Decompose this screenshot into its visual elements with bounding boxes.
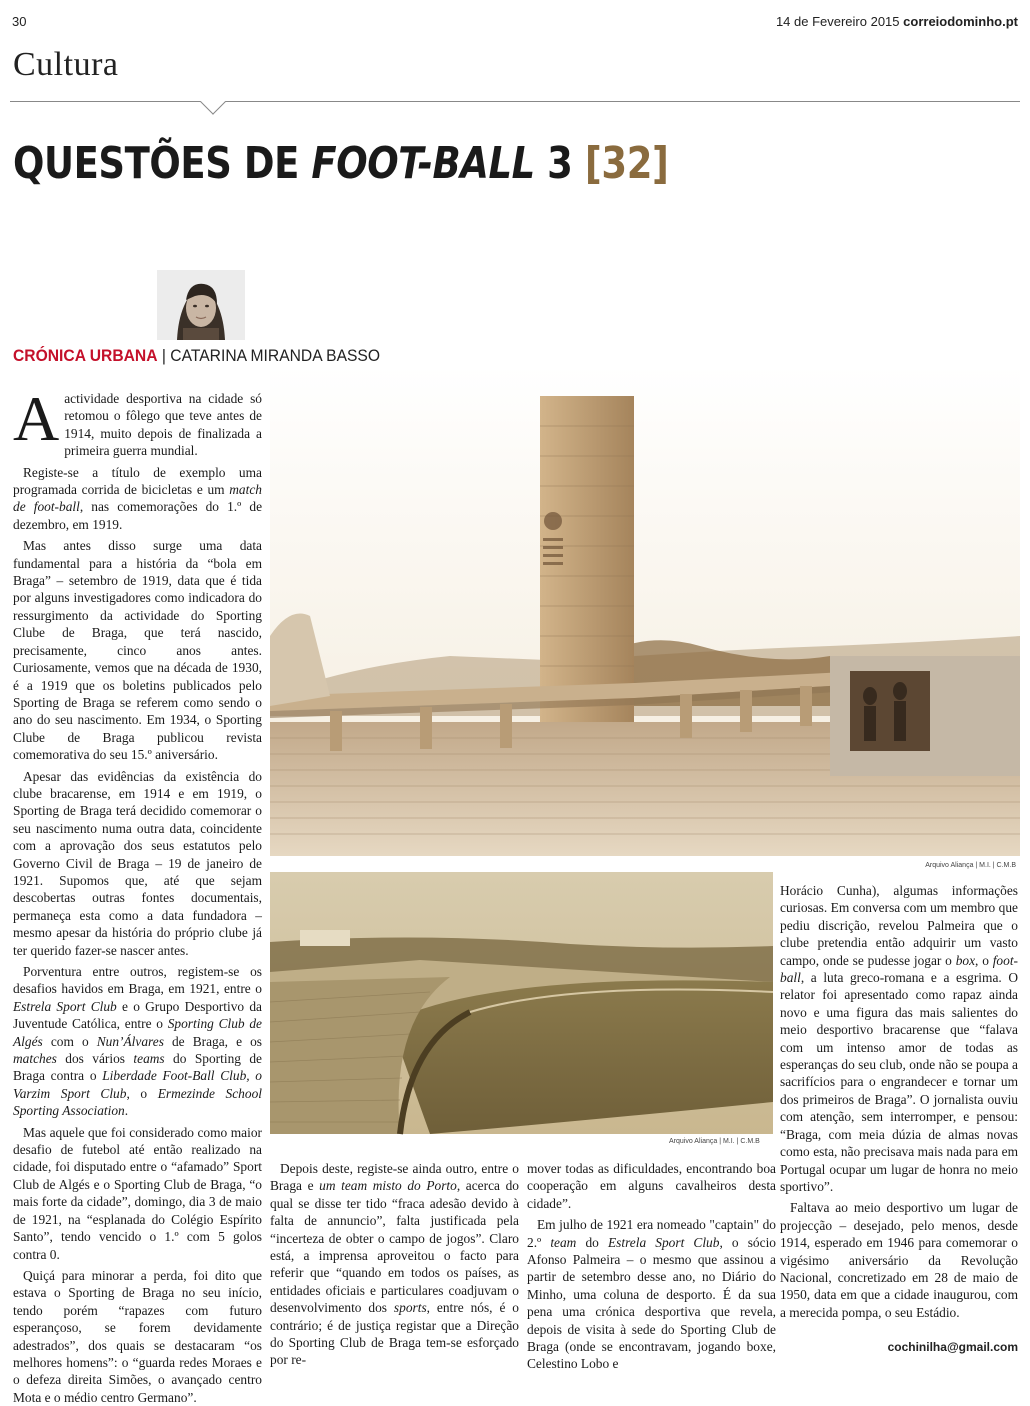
stadium-field-photo <box>270 872 773 1134</box>
stadium-photo-caption: Arquivo Aliança | M.I. | C.M.B <box>925 862 1016 869</box>
author-photo <box>157 270 245 340</box>
site-name: correiodominho.pt <box>903 14 1018 29</box>
section-divider <box>10 101 1020 102</box>
byline-kicker: CRÓNICA URBANA <box>13 346 158 365</box>
paragraph: Mas antes disso surge uma data fundamental para a história da “bola em Braga” – setembro de 1919, data que é tida por alguns investigadores como indicadora do ressurgimento da actividade do Sporting Clube de Braga, que terá nascido, precisamente, cinco anos antes. Curiosamente, vemos que na década de 1930, é a 1919 que os boletins publicados pelo Sporting de Braga se referem como sendo o ano do seu nascimento. Em 1934, o Sporting Clube de Braga publicou revista comemorativa do seu 15.º aniversário. <box>13 538 262 763</box>
paragraph: Quiçá para minorar a perda, foi dito que estava o Sporting de Braga no seu início, tendo porém “rapazes com futuro esperançoso, se forem devidamente adestrados”, dos quais se destacaram “os melhores homens”: o “guarda redes Moraes e o defeza direita Simões, o avançado centro Mota e o médio centro Germano”. <box>13 1267 262 1405</box>
paragraph: A actividade desportiva na cidade só retomou o fôlego que teve antes de 1914, muito depois de finalizada a primeira guerra mundial. <box>13 383 262 459</box>
section-title: Cultura <box>13 46 119 83</box>
author-email: cochinilha@gmail.com <box>887 1340 1018 1354</box>
byline: CRÓNICA URBANA | CATARINA MIRANDA BASSO <box>13 346 381 365</box>
paragraph: Registe-se a título de exemplo uma programada corrida de bicicletas e um match de foot-ball, nas comemorações do 1.º de dezembro, em 1919. <box>13 464 263 532</box>
paragraph: mover todas as dificuldades, encontrando boa cooperação em alguns cavalheiros desta cidade”. <box>527 1161 776 1211</box>
header-date-site <box>776 14 1018 29</box>
paragraph: Apesar das evidências da existência do clube bracarense, em 1914 e em 1919, o Sporting de Braga terá decidido comemorar o seu nascimento numa outra data, coincidente com a aprovação dos seus estatutos pelo Governo Civil de Braga – 19 de janeiro de 1921. Supomos que, até que sejam descobertas outras fontes documentais, permaneça esta como a data fundadora – mesmo apesar da história do próprio clube já ter querido fazer-se nascer antes. <box>13 768 262 958</box>
paragraph: Em julho de 1921 era nomeado "captain" do 2.º team do Estrela Sport Club, o sócio Afonso Palmeira – o mesmo que assinou a partir de setembro desse ano, no Diário do Minho, uma coluna de desporto. É da sua pena uma crónica desportiva que revela, depois de visita à sede do Sporting Club de Braga (onde se encontravam, jogando boxe, Celestino Lobo e <box>527 1217 776 1372</box>
headline: QUESTÕES DE FOOT-BALL 3 [32] <box>13 138 669 189</box>
article-column-4 <box>780 882 1018 1321</box>
article-column-2 <box>270 1160 519 1369</box>
drop-cap: A <box>13 383 60 454</box>
paragraph: Faltava ao meio desportivo um lugar de projecção – desejado, pelo menos, desde 1914, esperado em 1946 para comemorar o vigésimo aniversário da Revolução Nacional, concretizado em 28 de maio de 1950, data em que a cidade inaugurou, com a merecida pompa, o seu Estádio. <box>780 1200 1018 1320</box>
section-divider-notch <box>200 89 225 114</box>
paragraph: Porventura entre outros, registem-se os desafios havidos em Braga, em 1921, entre o Estrela Sport Club e o Grupo Desportivo da Juventude Católica, entre o Sporting Club de Algés com o Nun’Álvares de Braga, e os matches dos vários teams do Sporting de Braga contra o Liberdade Foot-Ball Club, o Varzim Sport Club, o Ermezinde School Sporting Association. <box>13 964 263 1119</box>
article-column-3 <box>527 1160 776 1373</box>
page-number: 30 <box>12 14 27 29</box>
stadium-tower-photo <box>270 366 1020 856</box>
paragraph: Mas aquele que foi considerado como maior desafio de futebol até então realizado na cidade, foi disputado entre o “afamado” Sport Club de Algés e o Sporting Club de Braga, “o mais forte da cidade”, domingo, dia 3 de maio de 1921, na “esplanada do Colégio Espírito Santo”, tendo vencido o 1.º com 5 golos contra 0. <box>13 1124 262 1262</box>
article-column-1 <box>13 383 263 1406</box>
paragraph: Depois deste, registe-se ainda outro, entre o Braga e um team misto do Porto, acerca do qual se disse ter tido “fraca adesão devido à falta de annuncio”, falta justificada pela “incerteza de obter o campo de jogos”. Claro está, a imprensa aproveitou o facto para referir que “quando em todos os países, as entidades oficiais e particulares coadjuvam o desenvolvimento dos sports, entre nós, é o contrário; é de justiça registar que a Direção do Sporting Club de Braga tem-se esforçado por re- <box>270 1161 519 1368</box>
issue-date: 14 de Fevereiro 2015 <box>775 14 900 29</box>
headline-issue-number: [32] <box>584 138 669 189</box>
field-photo-caption: Arquivo Aliança | M.I. | C.M.B <box>669 1138 760 1145</box>
byline-author: CATARINA MIRANDA BASSO <box>170 346 381 365</box>
paragraph: Horácio Cunha), algumas informações curiosas. Em conversa com um membro que pediu discrição, revelou Palmeira que o clube pretendia então adquirir um vasto campo, onde se pudesse jogar o box, o foot-ball, a luta greco-romana e a esgrima. O relator foi apresentado como rapaz ainda novo e uma figura das mais salientes do meio desportivo bracarense que “falava com um intenso amor de todas as esperanças do seu club, onde não se poupa a sacrifícios para o engrandecer e tornar um dos primeiros de Braga”. O jornalista ouviu com atenção, sem interromper, e pensou: “Braga, com meia dúzia de almas novas como esta, não precisava mais nada para em Portugal ocupar um lugar de honra no meio sportivo”. <box>780 883 1018 1194</box>
